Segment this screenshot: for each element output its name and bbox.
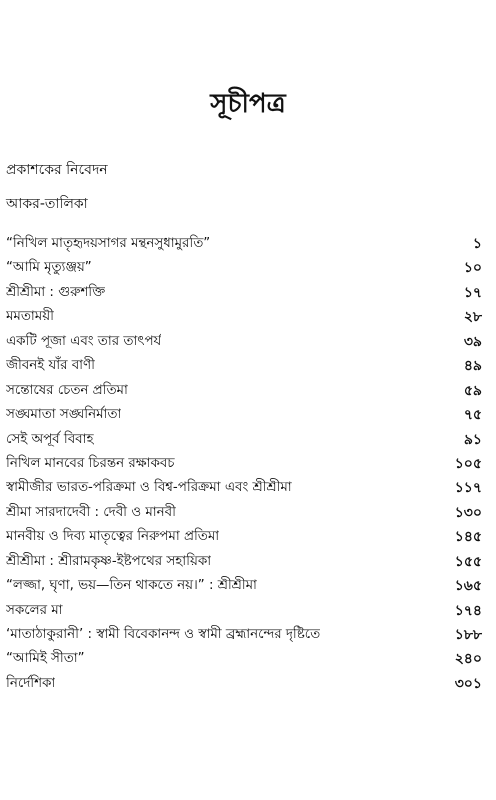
contents-entry [6,354,482,378]
entry-title: “আমিই সীতা” [6,651,85,667]
entry-title: “লজ্জা, ঘৃণা, ভয়—তিন থাকতে নয়।” : শ্রীশ্রীমা [6,578,257,594]
contents-entry [6,403,482,427]
entry-page-number: ৭৫ [463,407,482,424]
contents-entry [6,574,482,598]
contents-entry [6,550,482,574]
entry-page-number: ৩৯ [463,333,482,350]
contents-entry [6,501,482,525]
contents-entry [6,525,482,549]
preface-heading: প্রকাশকের নিবেদন [6,162,108,178]
entry-page-number: ১১৭ [454,480,482,497]
contents-entry [6,647,482,671]
entry-page-number: ২৮ [463,309,482,326]
entry-title: সেই অপূর্ব বিবাহ [6,431,94,447]
entry-title: নির্দেশিকা [6,675,56,691]
entry-title: সঙ্ঘমাতা সঙ্ঘনির্মাতা [6,407,122,423]
entry-title: সন্তোষের চেতন প্রতিমা [6,382,128,398]
entry-page-number: ১০ [463,260,482,277]
entry-title: “আমি মৃত্যুঞ্জয়” [6,260,92,276]
contents-entry [6,281,482,305]
sources-heading: আকর-তালিকা [6,196,88,212]
entry-title: মানবীয় ও দিব্য মাতৃত্বের নিরুপমা প্রতিমা [6,529,220,545]
contents-entry [6,428,482,452]
entry-title: শ্রীশ্রীমা : গুরুশক্তি [6,284,106,300]
contents-entry [6,232,482,256]
entry-page-number: ১৬৫ [454,578,482,595]
entry-title: মমতাময়ী [6,309,54,325]
entry-page-number: ৯১ [463,431,482,448]
entry-page-number: ১০৫ [454,455,482,472]
contents-entry [6,379,482,403]
entry-page-number: ৪৯ [463,358,482,375]
entry-page-number: ১৭৪ [454,602,482,619]
entry-page-number: ১৪৫ [454,529,482,546]
contents-list [6,232,482,696]
contents-entry [6,476,482,500]
entry-title: নিখিল মানবের চিরন্তন রক্ষাকবচ [6,455,175,471]
contents-entry [6,330,482,354]
entry-title: একটি পূজা এবং তার তাৎপর্য [6,333,162,349]
entry-title: শ্রীশ্রীমা : শ্রীরামকৃষ্ণ-ইষ্টপথের সহায়িকা [6,553,212,569]
contents-entry [6,623,482,647]
contents-entry [6,672,482,696]
entry-page-number: ১৭ [463,284,482,301]
entry-page-number: ১৩০ [454,504,482,521]
entry-title: জীবনই যাঁর বাণী [6,358,95,374]
entry-page-number: ২৪০ [454,651,482,668]
contents-entry [6,599,482,623]
contents-entry [6,256,482,280]
entry-title: সকলের মা [6,602,63,618]
contents-entry [6,305,482,329]
entry-title: ‘মাতাঠাকুরানী’ : স্বামী বিবেকানন্দ ও স্বামী ব্রহ্মানন্দের দৃষ্টিতে [6,627,321,642]
entry-page-number: ১ [472,236,482,252]
page-title: সূচীপত্র [210,89,286,119]
entry-page-number: ৩০১ [454,675,482,692]
contents-entry [6,452,482,476]
entry-title: স্বামীজীর ভারত-পরিক্রমা ও বিশ্ব-পরিক্রমা এবং শ্রীশ্রীমা [6,480,292,496]
entry-title: শ্রীমা সারদাদেবী : দেবী ও মানবী [6,504,176,520]
entry-page-number: ১৫৫ [454,553,482,570]
entry-title: “নিখিল মাতৃহৃদয়সাগর মন্থনসুধামুরতি” [6,236,211,251]
entry-page-number: ৫৯ [463,382,482,399]
entry-page-number: ১৮৮ [454,627,482,643]
